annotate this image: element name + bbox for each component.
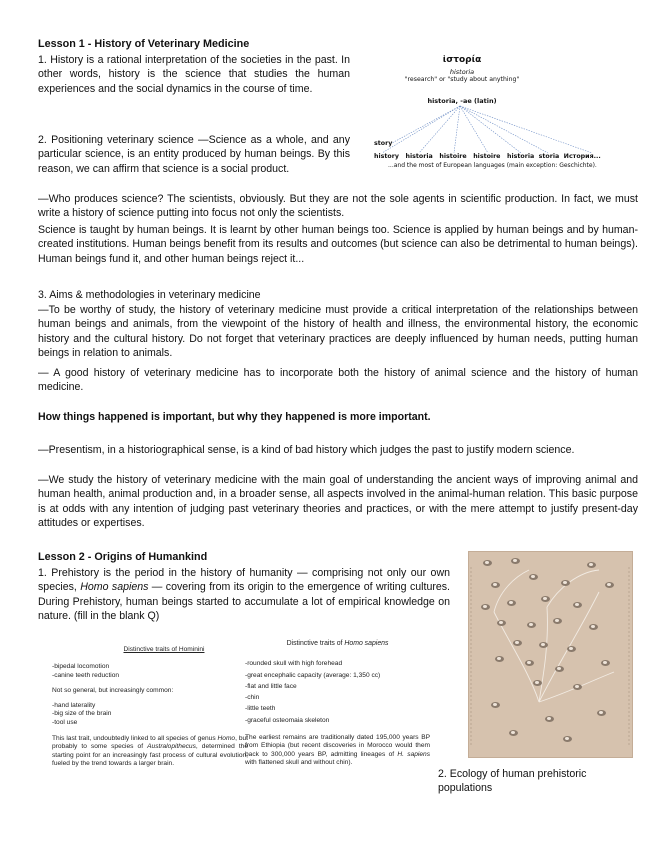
note-text: The earliest remains are traditionally dated 195,000 years BP from Ethiopia (but recent discoveries in Morocco would them back to 300,000 years BP, admitting lineages of <box>245 734 430 758</box>
lesson2-title: Lesson 2 - Origins of Humankind <box>38 551 208 563</box>
prehistory-text-a: 1. Prehistory is the period in the history of humanity — comprising not only our own species, <box>38 567 450 594</box>
sapiens-trait: -little teeth <box>245 705 276 713</box>
genus-name: Australopithecus <box>147 743 196 751</box>
latin-word: historia, -ae (latin) <box>427 97 497 105</box>
derived-word: history <box>374 153 399 160</box>
derived-word: histoire <box>473 153 501 160</box>
lesson2-paragraph-1 <box>38 566 450 623</box>
sapiens-title-text: Distinctive traits of <box>286 640 345 647</box>
species-name: H. sapiens <box>397 750 430 758</box>
lesson1-paragraph-1: 1. History is a rational interpretation of the societies in the past. In other words, history is the science that studies the human experiences and the social dynamics in the course of time. <box>38 54 350 95</box>
bold-statement: How things happened is important, but why they happened is more important. <box>38 411 431 423</box>
story-label: story <box>374 140 393 147</box>
derived-words <box>374 153 601 160</box>
hominini-title: Distinctive traits of Hominini <box>123 646 205 653</box>
hominini-note <box>52 735 248 768</box>
lesson1-paragraph-4: Science is taught by human beings. It is learnt by other human beings too. Science is applied by human beings and by human-created institutions. Human beings benefit from its results and outcomes (but science can also be detrimental to human beings). Human beings fund it, and other human beings reject it... <box>38 224 638 265</box>
lesson1-paragraph-3: —Who produces science? The scientists, obviously. But they are not the sole agents in scientific production. In fact, we must write a history of science putting into focus not only the scientists. <box>38 193 638 220</box>
genus-name: Homo <box>217 735 236 743</box>
derived-word: historia <box>405 153 433 160</box>
note-text: , determined the starting point for an increasingly fast process of cultural evolution, fueled by the trend towards a larger brain. <box>52 743 248 767</box>
hominini-trait: -canine teeth reduction <box>52 671 120 679</box>
greek-meaning: "research" or "study about anything" <box>404 76 520 83</box>
sapiens-trait: -graceful osteomaia skeleton <box>245 716 330 724</box>
note-text: with flattened skull and without chin). <box>245 758 353 766</box>
greek-word: ἱστορία <box>442 55 482 65</box>
greek-transliteration: historia <box>449 68 475 76</box>
lesson1-paragraph-7: —Presentism, in a historiographical sense, is a kind of bad history which judges the past to justify modern science. <box>38 444 575 456</box>
sapiens-panel <box>245 640 430 767</box>
species-name: Homo sapiens <box>80 581 149 594</box>
note-text: , but probably to some species of <box>52 735 248 751</box>
hominini-trait: -big size of the brain <box>52 710 112 718</box>
hominini-trait: -bipedal locomotion <box>52 663 110 671</box>
lesson1-paragraph-8: —We study the history of veterinary medicine with the main goal of understanding the ancient ways of improving animal and human health, animal production and, in a broader sense, all aspects involved in the animal-human relation. This basic purpose is at odds with any intention of judging past veterinary theories and practices, or with the mere attempt to justify present-day attitudes or expertises. <box>38 474 638 529</box>
prehistoric-map-image <box>468 551 633 758</box>
lesson1-paragraph-6: — A good history of veterinary medicine has to incorporate both the history of animal science and the history of human medicine. <box>38 367 638 394</box>
hominini-not-general: Not so general, but increasingly common: <box>52 686 174 694</box>
derived-word: historia <box>507 153 535 160</box>
hominini-trait: -tool use <box>52 718 78 726</box>
etymology-figure <box>372 55 632 175</box>
hominini-panel <box>52 646 248 768</box>
sapiens-note <box>245 734 430 767</box>
derived-word: histoire <box>439 153 467 160</box>
hominini-trait: -hand laterality <box>52 702 96 710</box>
aims-heading: 3. Aims & methodologies in veterinary medicine <box>38 289 261 301</box>
sapiens-trait: -rounded skull with high forehead <box>245 660 343 668</box>
derived-word: История... <box>563 153 601 160</box>
sapiens-title <box>245 640 430 648</box>
etymology-note: ...and the most of European languages (main exception: Geschichte). <box>388 162 597 169</box>
lesson1-title: Lesson 1 - History of Veterinary Medicine <box>38 38 250 50</box>
note-text: This last trait, undoubtedly linked to all species of genus <box>52 735 218 743</box>
prehistory-text-b: — covering from its origin to the emergence of writing cultures. During Prehistory, human beings started to accumulate a lot of empirical knowledge on nature. (fill in the blank Q) <box>38 581 450 622</box>
sapiens-trait: -chin <box>245 694 260 702</box>
map-caption: 2. Ecology of human prehistoric populations <box>438 768 587 795</box>
sapiens-trait: -flat and little face <box>245 682 297 690</box>
species-name: Homo sapiens <box>344 640 389 647</box>
sapiens-trait: -great encephalic capacity (average: 1,350 cc) <box>245 671 381 679</box>
derived-word: storia <box>538 153 560 160</box>
lesson1-paragraph-2: 2. Positioning veterinary science —Science as a whole, and any particular science, is an entity produced by human beings. By this reason, we can affirm that science is a social product. <box>38 134 350 175</box>
lesson1-paragraph-5: —To be worthy of study, the history of veterinary medicine must provide a critical interpretation of the relationships between human beings and animals, from the viewpoint of the history of health and illness, the environmental history, the economic history and the cultural history. Do not forget that veterinary practices are deeply influenced by human needs, putting human beings in relation to animals. <box>38 304 638 359</box>
